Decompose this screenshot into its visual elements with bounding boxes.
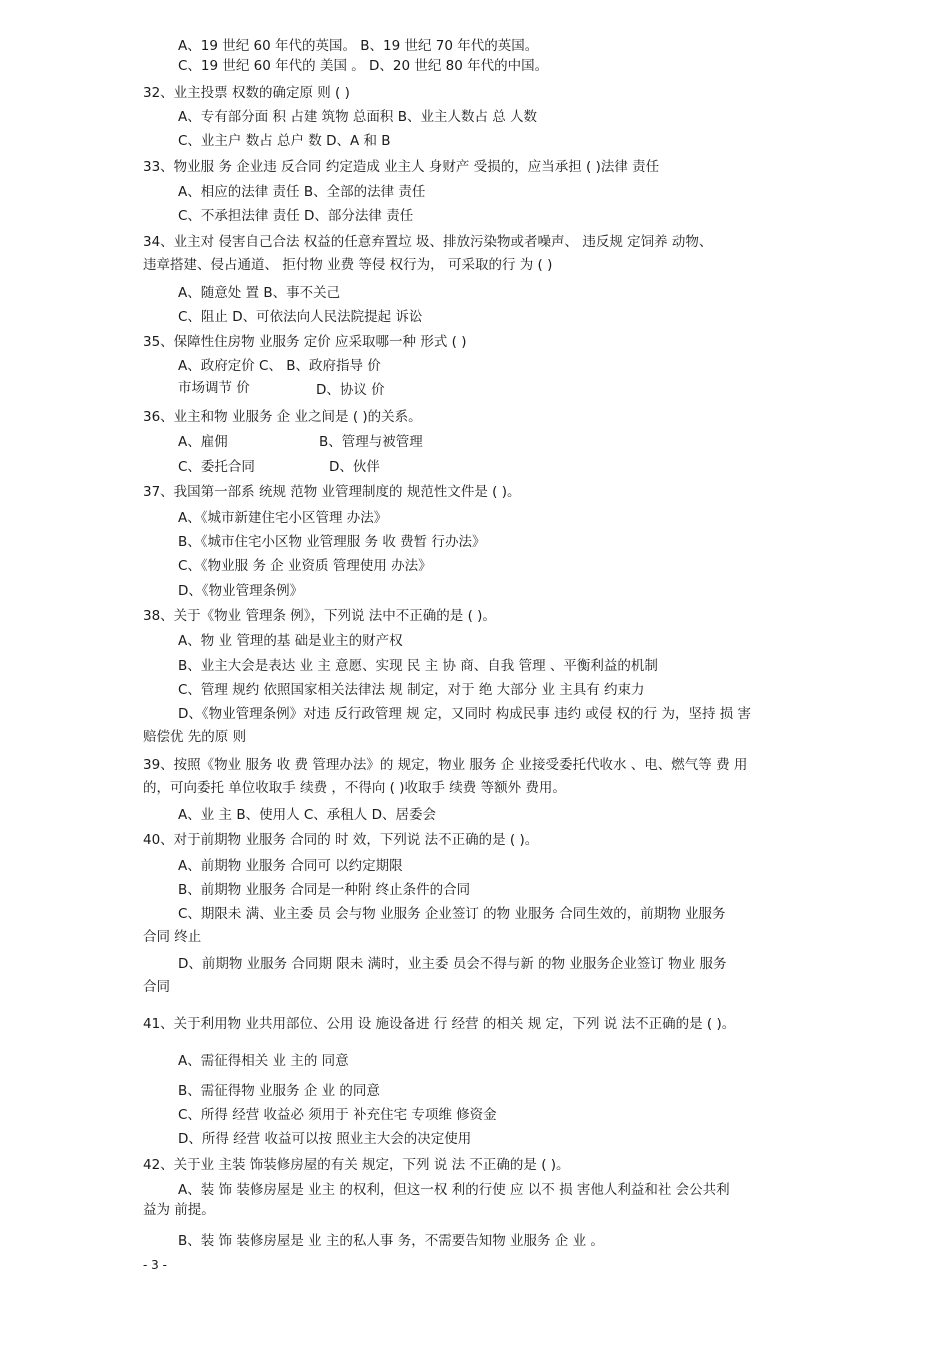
q36-option-b: B、管理与被管理 [319,434,423,450]
q40-option-b: B、前期物 业服务 合同是一种附 终止条件的合同 [178,882,471,898]
q38-stem: 38、关于《物业 管理条 例》，下列说 法中不正确的是 ( )。 [143,608,496,624]
q41-option-c: C、所得 经营 收益必 须用于 补充住宅 专项维 修资金 [178,1107,497,1123]
q39-stem-line1: 39、按照《物业 服务 收 费 管理办法》的 规定，物业 服务 企 业接受委托代收水 、电、燃气等 费 用 [143,757,748,773]
q36-option-d: D、伙伴 [329,459,380,475]
q33-options-ab: A、相应的法律 责任 B、全部的法律 责任 [178,184,426,200]
q34-stem-line1: 34、业主对 侵害自己合法 权益的任意弃置垃 圾、排放污染物或者噪声、 违反规 定饲养 动物、 [143,234,713,250]
q32-options-cd: C、业主户 数占 总户 数 D、A 和 B [178,133,391,149]
q32-options-ab: A、专有部分面 积 占建 筑物 总面积 B、业主人数占 总 人数 [178,109,538,125]
q36-option-c: C、委托合同 [178,459,255,475]
q33-stem: 33、物业服 务 企业违 反合同 约定造成 业主人 身财产 受损的，应当承担 ( )法律 责任 [143,159,660,175]
page-number: - 3 - [143,1258,167,1272]
q38-option-d-line2: 赔偿优 先的原 则 [143,729,247,745]
q42-option-a-line1: A、装 饰 装修房屋是 业主 的权利，但这一权 利的行使 应 以不 损 害他人利益和社 会公共利 [178,1182,730,1198]
q37-option-b: B、《城市住宅小区物 业管理服 务 收 费暂 行办法》 [178,534,486,550]
q35-options-line1: A、政府定价 C、 B、政府指导 价 [178,358,381,374]
q42-stem: 42、关于业 主装 饰装修房屋的有关 规定，下列 说 法 不正确的是 ( )。 [143,1157,570,1173]
q38-option-b: B、业主大会是表达 业 主 意愿、实现 民 主 协 商、自我 管理 、平衡利益的机制 [178,658,658,674]
q32-stem: 32、业主投票 权数的确定原 则 ( ) [143,85,350,101]
q31-options-cd: C、19 世纪 60 年代的 美国 。 D、20 世纪 80 年代的中国。 [178,58,549,74]
q41-stem: 41、关于利用物 业共用部位、公用 设 施设备进 行 经营 的相关 规 定，下列 说 法不正确的是 ( )。 [143,1016,736,1032]
q41-option-d: D、所得 经营 收益可以按 照业主大会的决定使用 [178,1131,472,1147]
q37-option-a: A、《城市新建住宅小区管理 办法》 [178,510,388,526]
q41-option-a: A、需征得相关 业 主的 同意 [178,1053,349,1069]
q35-stem: 35、保障性住房物 业服务 定价 应采取哪一种 形式 ( ) [143,334,467,350]
q37-stem: 37、我国第一部系 统规 范物 业管理制度的 规范性文件是 ( )。 [143,484,521,500]
q42-option-a-line2: 益为 前提。 [143,1202,215,1218]
q42-option-b: B、装 饰 装修房屋是 业 主的私人事 务，不需要告知物 业服务 企 业 。 [178,1233,604,1249]
q40-option-d-line1: D、前期物 业服务 合同期 限未 满时，业主委 员会不得与新 的物 业服务企业签订 物业 服务 [178,956,727,972]
q38-option-d-line1: D、《物业管理条例》对违 反行政管理 规 定，又同时 构成民事 违约 或侵 权的行 为，坚持 损 害 [178,706,752,722]
q39-options: A、业 主 B、使用人 C、承租人 D、居委会 [178,807,436,823]
q40-option-a: A、前期物 业服务 合同可 以约定期限 [178,858,403,874]
q36-option-a: A、雇佣 [178,434,228,450]
q40-option-c-line1: C、期限未 满、业主委 员 会与物 业服务 企业签订 的物 业服务 合同生效的，前期物 业服务 [178,906,726,922]
q35-option-c-text: 市场调节 价 [178,380,250,396]
q31-options-ab: A、19 世纪 60 年代的英国。 B、19 世纪 70 年代的英国。 [178,38,539,54]
q38-option-a: A、物 业 管理的基 础是业主的财产权 [178,633,403,649]
q37-option-c: C、《物业服 务 企 业资质 管理使用 办法》 [178,558,432,574]
q40-option-c-line2: 合同 终止 [143,929,202,945]
q35-option-d: D、协议 价 [316,382,385,398]
q41-option-b: B、需征得物 业服务 企 业 的同意 [178,1083,380,1099]
q37-option-d: D、《物业管理条例》 [178,583,304,599]
q39-stem-line2: 的，可向委托 单位收取手 续费 ，不得向 ( )收取手 续费 等额外 费用。 [143,780,566,796]
q34-options-cd: C、阻止 D、可依法向人民法院提起 诉讼 [178,309,423,325]
q33-options-cd: C、不承担法律 责任 D、部分法律 责任 [178,208,414,224]
q38-option-c: C、管理 规约 依照国家相关法律法 规 制定，对于 绝 大部分 业 主具有 约束力 [178,682,645,698]
q34-stem-line2: 违章搭建、侵占通道、 拒付物 业费 等侵 权行为， 可采取的行 为 ( ) [143,257,553,273]
q40-option-d-line2: 合同 [143,979,170,995]
q36-stem: 36、业主和物 业服务 企 业之间是 ( )的关系。 [143,409,422,425]
q40-stem: 40、对于前期物 业服务 合同的 时 效，下列说 法不正确的是 ( )。 [143,832,539,848]
q34-options-ab: A、随意处 置 B、事不关己 [178,285,341,301]
